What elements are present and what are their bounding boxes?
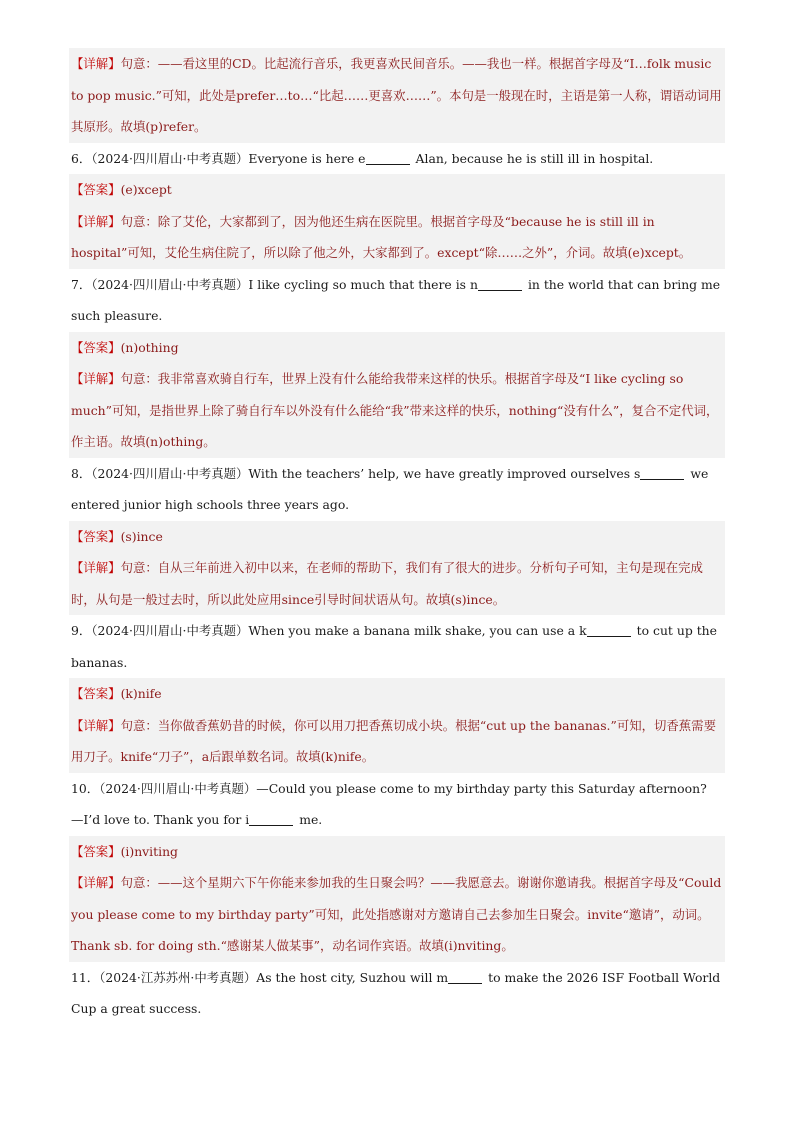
answer-tag: 【答案】 xyxy=(71,182,121,197)
detail-tag: 【详解】 xyxy=(71,371,121,386)
question-9 xyxy=(69,615,725,678)
question-text: When you make a banana milk shake, you can use a k xyxy=(248,623,587,638)
q6-answer xyxy=(69,174,725,206)
answer-tag: 【答案】 xyxy=(71,686,121,701)
answer-tag: 【答案】 xyxy=(71,339,121,355)
question-text: to make the 2026 ISF Football World Cup a great success. xyxy=(71,969,721,1016)
answer-blank xyxy=(640,465,684,480)
question-source: （2024·四川眉山·中考真题） xyxy=(91,465,249,481)
q7-detail xyxy=(69,363,725,458)
answer-blank xyxy=(478,276,522,291)
question-text: —I’d love to. Thank you for i xyxy=(71,812,250,827)
question-number: 6． xyxy=(71,150,92,166)
q7-answer xyxy=(69,332,725,364)
detail-tag: 【详解】 xyxy=(71,560,121,575)
question-number: 9． xyxy=(71,623,92,638)
answer-text: (e)xcept xyxy=(120,182,172,197)
question-text: me. xyxy=(299,812,323,827)
q10-detail xyxy=(69,867,725,962)
question-text: Alan, because he is still ill in hospital. xyxy=(415,150,654,166)
answer-blank xyxy=(249,811,293,826)
answer-text: (n)othing xyxy=(120,339,179,355)
question-text: With the teachers’ help, we have greatly improved ourselves s xyxy=(248,465,641,481)
q6-detail xyxy=(69,206,725,269)
detail-text: 句意：除了艾伦，大家都到了，因为他还生病在医院里。根据首字母及“because he is still ill in hospital”可知，艾伦生病住院了，所以除了他之外，大家都到了。except“除……之外”，介词。故填(e)xcept。 xyxy=(71,213,692,260)
question-text: Everyone is here e xyxy=(248,150,366,166)
detail-text: 句意：当你做香蕉奶昔的时候，你可以用刀把香蕉切成小块。根据“cut up the bananas.”可知，切香蕉需要用刀子。knife“刀子”，a后跟单数名词。故填(k)nife。 xyxy=(71,717,716,764)
question-source: （2024·四川眉山·中考真题） xyxy=(99,780,257,796)
detail-text: 句意：——看这里的CD。比起流行音乐，我更喜欢民间音乐。——我也一样。根据首字母及“I…folk music to pop music.”可知，此处是prefer…to…“比起……更喜欢……”。本句是一般现在时，主语是第一人称，谓语动词用其原形。故填(p)refer。 xyxy=(71,56,722,134)
detail-tag: 【详解】 xyxy=(71,213,121,229)
question-text: we entered junior high schools three years ago. xyxy=(71,465,709,512)
question-number: 8． xyxy=(71,465,92,481)
detail-tag: 【详解】 xyxy=(71,875,121,890)
q5-detail xyxy=(69,48,725,143)
q8-detail xyxy=(69,552,725,615)
content xyxy=(69,48,725,1025)
question-10 xyxy=(69,773,725,836)
detail-text: 句意：我非常喜欢骑自行车，世界上没有什么能给我带来这样的快乐。根据首字母及“I like cycling so much”可知，是指世界上除了骑自行车以外没有什么能给“我”带来这样的快乐，nothing“没有什么”，复合不定代词，作主语。故填(n)othing。 xyxy=(71,371,719,449)
question-8 xyxy=(69,458,725,521)
question-source: （2024·四川眉山·中考真题） xyxy=(91,276,249,292)
q9-answer xyxy=(69,678,725,710)
q10-answer xyxy=(69,836,725,868)
question-6 xyxy=(69,143,725,175)
question-text: in the world that can bring me such pleasure. xyxy=(71,276,721,323)
q9-detail xyxy=(69,710,725,773)
detail-tag: 【详解】 xyxy=(71,56,121,71)
question-text: I like cycling so much that there is n xyxy=(248,276,478,292)
question-number: 10． xyxy=(71,780,100,796)
answer-tag: 【答案】 xyxy=(71,528,121,544)
question-text: As the host city, Suzhou will m xyxy=(256,969,449,985)
detail-text: 句意：——这个星期六下午你能来参加我的生日聚会吗？——我愿意去。谢谢你邀请我。根据首字母及“Could you please come to my birthday party”可知，此处指感谢对方邀请自己去参加生日聚会。invite“邀请”，动词。Thank sb. for doing sth.“感谢某人做某事”，动名词作宾语。故填(i)nviting。 xyxy=(71,875,722,953)
question-7 xyxy=(69,269,725,332)
question-source: （2024·四川眉山·中考真题） xyxy=(91,150,249,166)
q8-answer xyxy=(69,521,725,553)
answer-blank xyxy=(448,969,482,984)
question-text: —Could you please come to my birthday party this Saturday afternoon? xyxy=(256,780,707,796)
answer-tag: 【答案】 xyxy=(71,843,121,859)
answer-text: (k)nife xyxy=(120,686,162,701)
question-number: 7． xyxy=(71,276,92,292)
detail-tag: 【详解】 xyxy=(71,717,121,733)
answer-text: (i)nviting xyxy=(120,843,178,859)
question-11 xyxy=(69,962,725,1025)
question-number: 11． xyxy=(71,969,100,985)
answer-text: (s)ince xyxy=(120,528,163,544)
answer-blank xyxy=(366,150,410,165)
question-source: （2024·四川眉山·中考真题） xyxy=(91,623,249,638)
question-source: （2024·江苏苏州·中考真题） xyxy=(99,969,257,985)
detail-text: 句意：自从三年前进入初中以来，在老师的帮助下，我们有了很大的进步。分析句子可知，主句是现在完成时，从句是一般过去时，所以此处应用since引导时间状语从句。故填(s)ince。 xyxy=(71,560,703,607)
answer-blank xyxy=(587,622,631,637)
question-text: to cut up the bananas. xyxy=(71,623,717,670)
